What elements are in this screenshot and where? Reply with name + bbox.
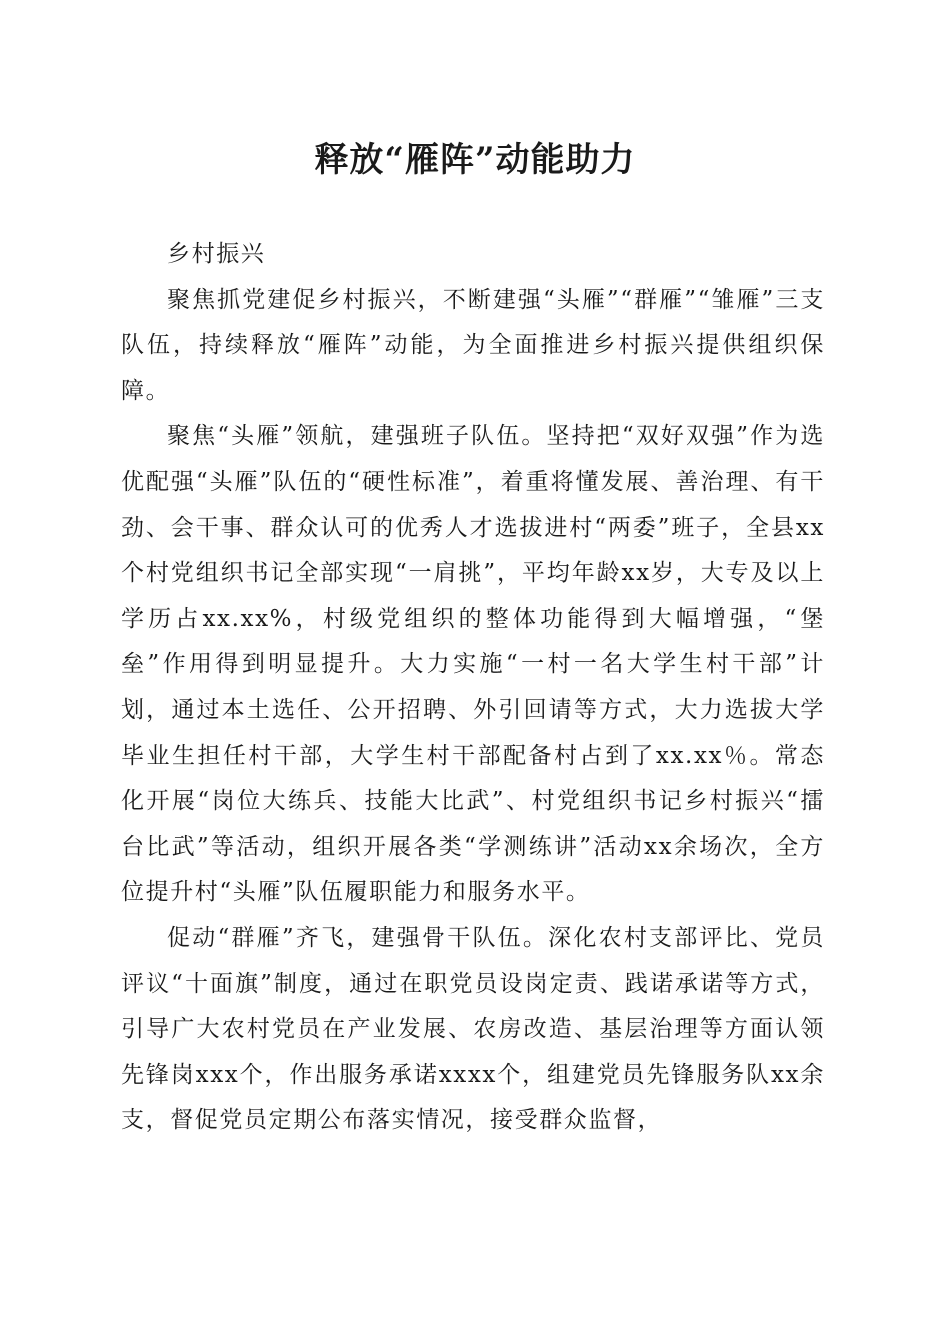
document-title: 释放“雁阵”动能助力: [314, 140, 636, 180]
paragraph-intro: 聚焦抓党建促乡村振兴，不断建强“头雁”“群雁”“雏雁”三支队伍，持续释放“雁阵”动能，为全面推进乡村振兴提供组织保障。: [121, 286, 825, 404]
paragraph-flock-goose: 促动“群雁”齐飞，建强骨干队伍。深化农村支部评比、党员评议“十面旗”制度，通过在职党员设岗定责、践诺承诺等方式，引导广大农村党员在产业发展、农房改造、基层治理等方面认领先锋岗xxx个，作出服务承诺xxxx个，组建党员先锋服务队xx余支，督促党员定期公布落实情况，接受群众监督，: [121, 924, 825, 1134]
document-body: [121, 232, 825, 1144]
document-subtitle: 乡村振兴: [167, 241, 266, 267]
paragraph-head-goose: 聚焦“头雁”领航，建强班子队伍。坚持把“双好双强”作为选优配强“头雁”队伍的“硬性标准”，着重将懂发展、善治理、有干劲、会干事、群众认可的优秀人才选拔进村“两委”班子，全县xx个村党组织书记全部实现“一肩挑”，平均年龄xx岁，大专及以上学历占xx.xx%，村级党组织的整体功能得到大幅增强，“堡垒”作用得到明显提升。大力实施“一村一名大学生村干部”计划，通过本土选任、公开招聘、外引回请等方式，大力选拔大学毕业生担任村干部，大学生村干部配备村占到了xx.xx％。常态化开展“岗位大练兵、技能大比武”、村党组织书记乡村振兴“擂台比武”等活动，组织开展各类“学测练讲”活动xx余场次，全方位提升村“头雁”队伍履职能力和服务水平。: [121, 423, 825, 906]
